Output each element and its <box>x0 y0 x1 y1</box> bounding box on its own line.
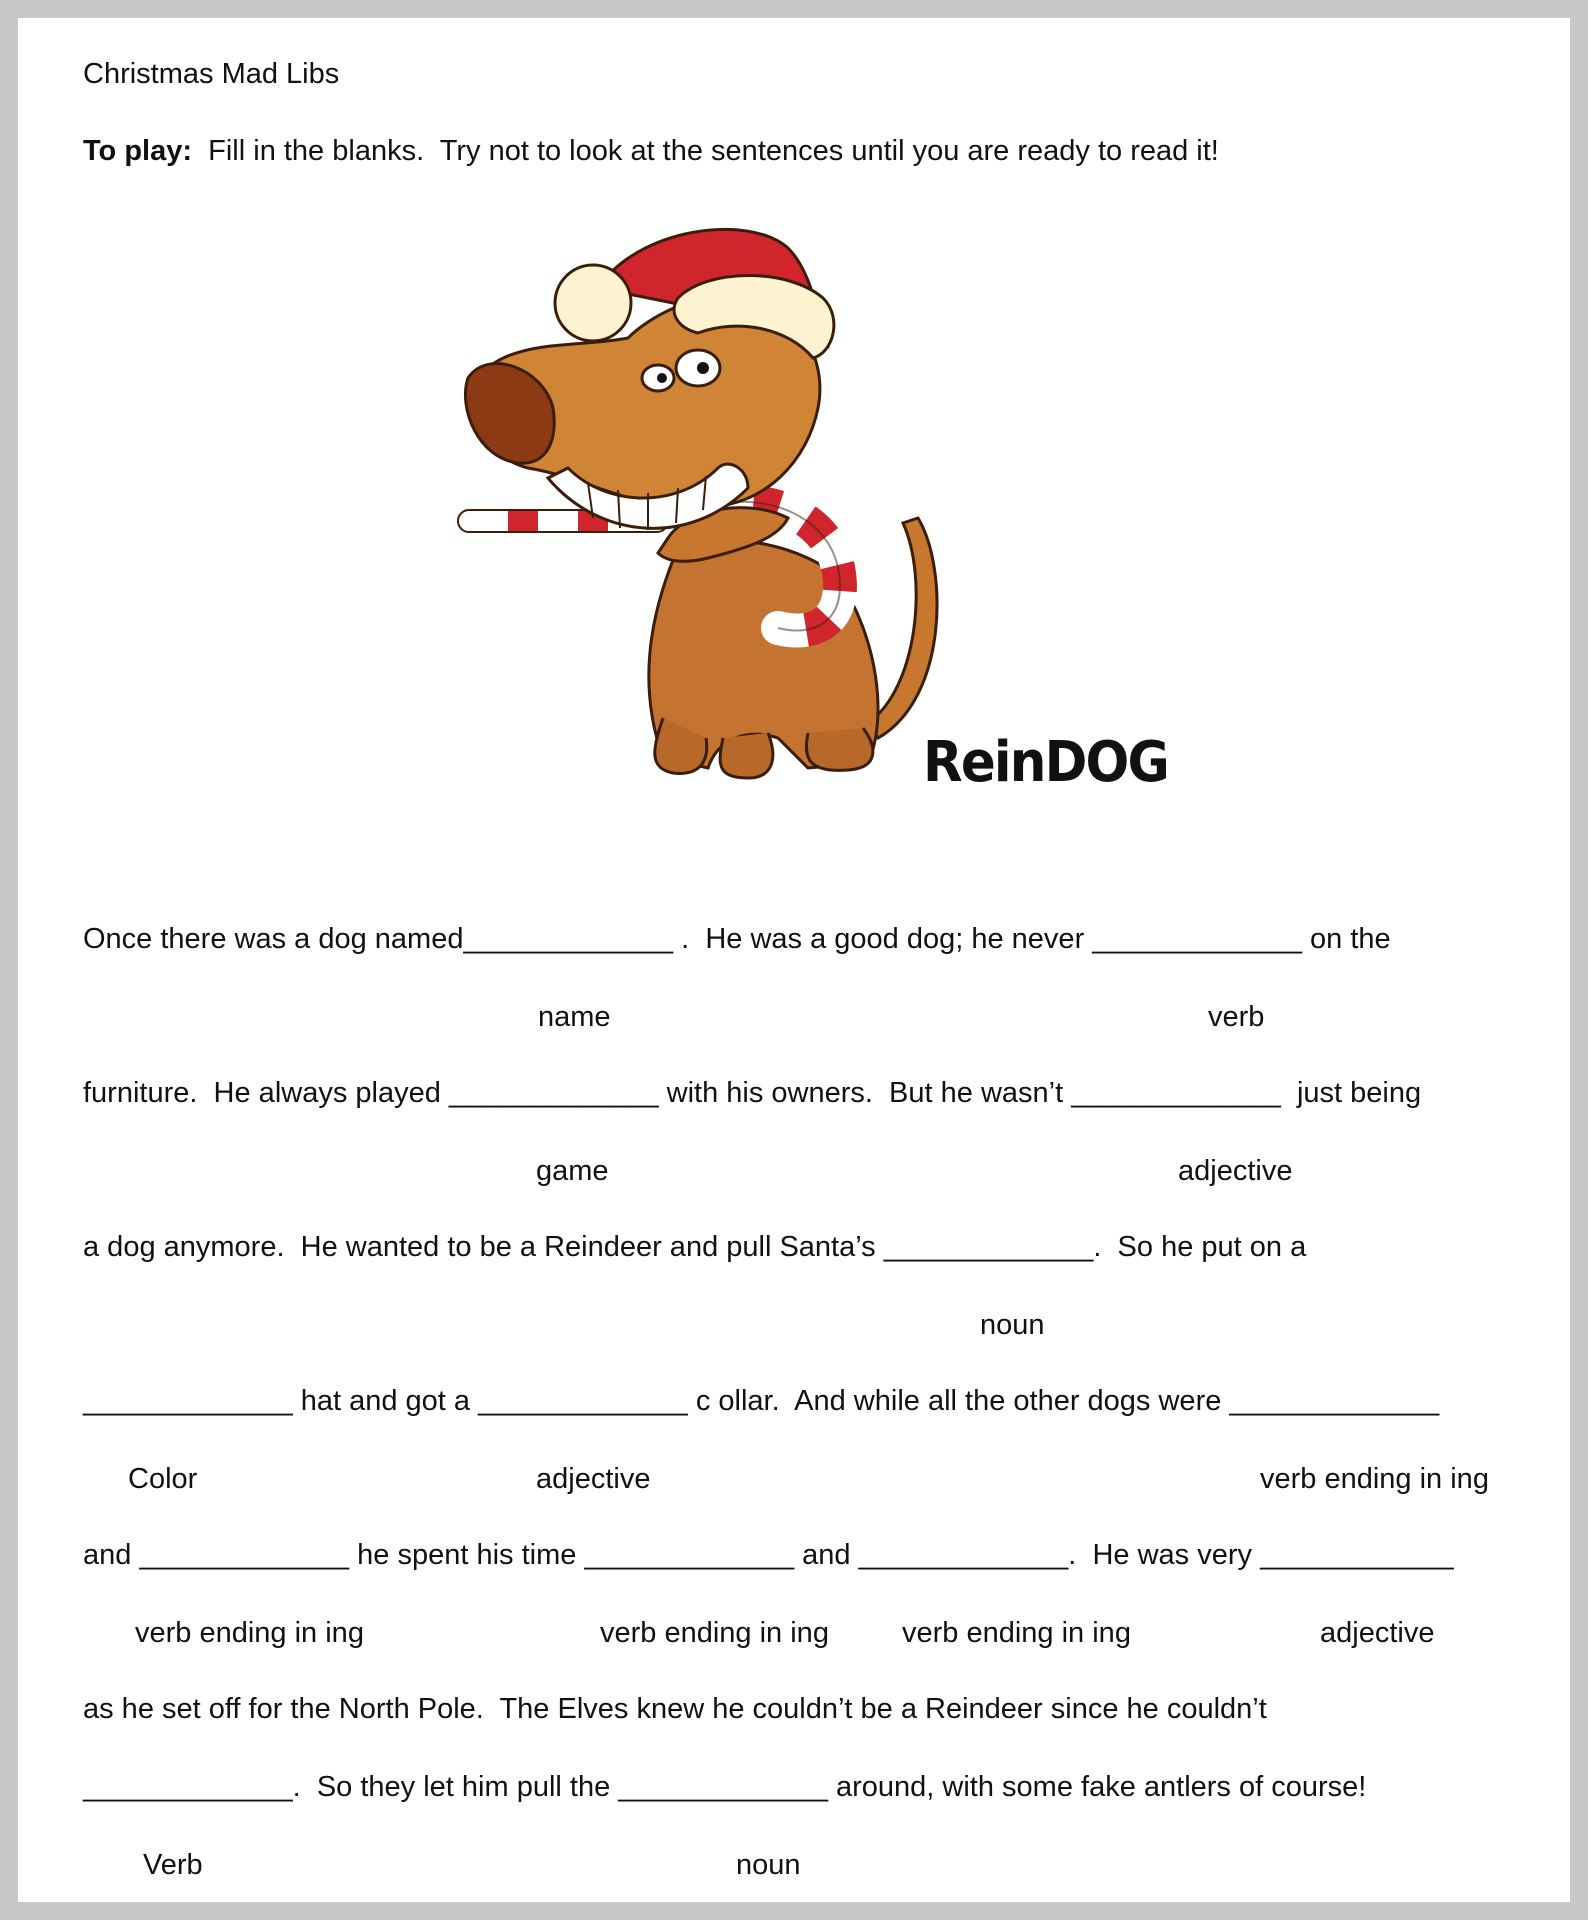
blank-hint-verb-ing: verb ending in ing <box>1260 1463 1489 1495</box>
blank-hint-verb: Verb <box>143 1849 203 1881</box>
instructions-text: Fill in the blanks. Try not to look at the sentences until you are ready to read it! <box>192 135 1219 167</box>
blank-hint-noun: noun <box>736 1849 801 1881</box>
blank-hint-color: Color <box>128 1463 198 1495</box>
blank-hint-verb: verb <box>1208 1001 1265 1033</box>
blank-hint-noun: noun <box>980 1309 1045 1341</box>
worksheet-page <box>18 18 1570 1902</box>
story-line-5: and _____________ he spent his time _____________ and _____________. He was very ____________ <box>83 1539 1454 1571</box>
santa-dog-illustration <box>448 218 968 788</box>
story-title: ReinDOG <box>923 730 1168 795</box>
blank-hint-name: name <box>538 1001 611 1033</box>
worksheet-header: Christmas Mad Libs <box>83 58 340 90</box>
blank-hint-verb-ing: verb ending in ing <box>135 1617 364 1649</box>
blank-hint-adjective: adjective <box>1320 1617 1435 1649</box>
story-line-7: _____________. So they let him pull the _____________ around, with some fake antlers of course! <box>83 1771 1367 1803</box>
story-line-6: as he set off for the North Pole. The Elves knew he couldn’t be a Reindeer since he couldn’t <box>83 1693 1267 1725</box>
blank-hint-adjective: adjective <box>1178 1155 1293 1187</box>
story-line-1: Once there was a dog named_____________ . He was a good dog; he never _____________ on the <box>83 923 1391 955</box>
story-line-2: furniture. He always played _____________ with his owners. But he wasn’t _____________ just being <box>83 1077 1422 1109</box>
story-line-4: _____________ hat and got a _____________ c ollar. And while all the other dogs were _____________ <box>83 1385 1440 1417</box>
blank-hint-verb-ing: verb ending in ing <box>902 1617 1131 1649</box>
story-line-3: a dog anymore. He wanted to be a Reindeer and pull Santa’s _____________. So he put on a <box>83 1231 1307 1263</box>
blank-hint-adjective: adjective <box>536 1463 651 1495</box>
blank-hint-verb-ing: verb ending in ing <box>600 1617 829 1649</box>
instructions-label: To play: <box>83 135 193 167</box>
instructions <box>83 134 1219 168</box>
blank-hint-game: game <box>536 1155 609 1187</box>
